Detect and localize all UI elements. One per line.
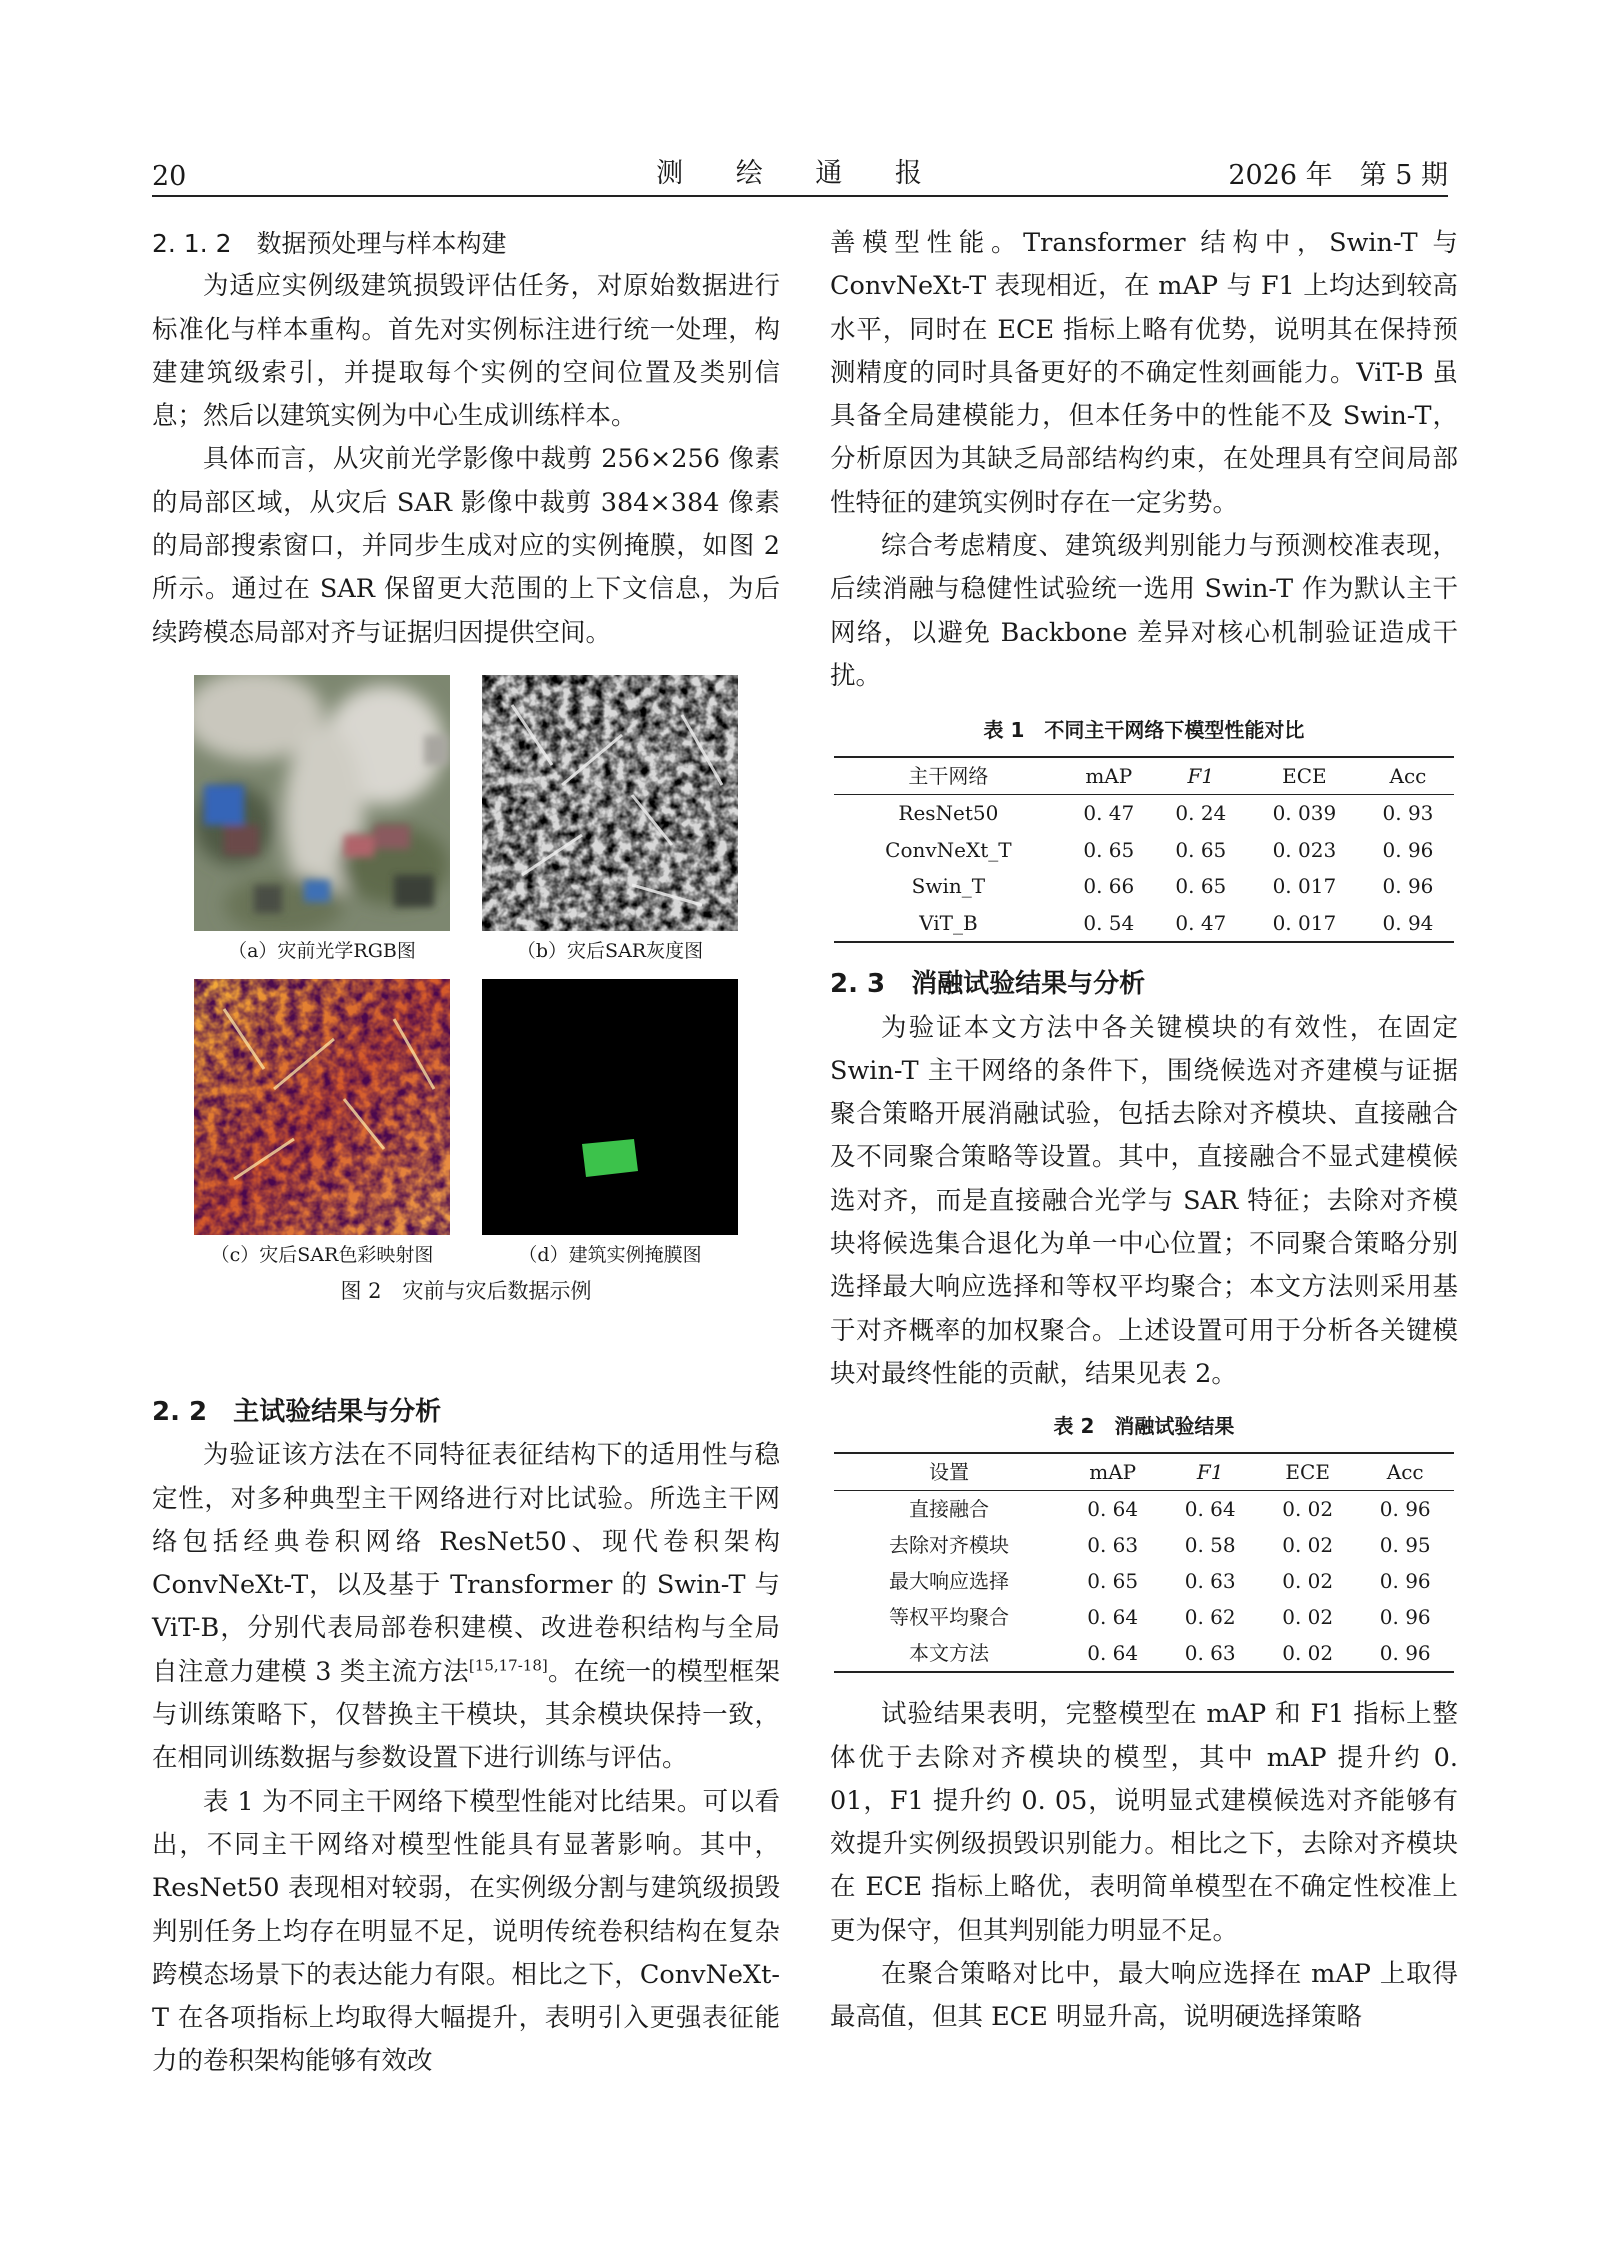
panel-a-caption: （a）灾前光学RGB图	[228, 939, 416, 962]
table-cell: 0. 017	[1272, 910, 1337, 935]
table-cell: 去除对齐模块	[888, 1533, 1009, 1558]
column-header: F1	[1187, 764, 1215, 789]
table-cell: 0. 96	[1382, 874, 1434, 899]
table-cell: 0. 96	[1379, 1641, 1431, 1666]
table-cell: 0. 65	[1175, 837, 1227, 862]
figure-caption: 图 2 灾前与灾后数据示例	[340, 1278, 592, 1303]
table-cell: 0. 64	[1087, 1641, 1139, 1666]
table-row	[834, 1599, 1454, 1635]
panel-c-caption: （c）灾后SAR色彩映射图	[210, 1243, 434, 1266]
table-1-caption: 表 1 不同主干网络下模型性能对比	[983, 718, 1305, 743]
table-cell: 0. 96	[1379, 1605, 1431, 1630]
table-cell: 0. 54	[1083, 910, 1135, 935]
citation: [15,17-18]	[468, 1656, 548, 1675]
table-cell: ResNet50	[898, 801, 999, 826]
figure-2	[152, 665, 780, 1385]
table-cell: 0. 023	[1272, 837, 1337, 862]
sar-gray-image	[482, 675, 738, 931]
table-cell: 0. 02	[1282, 1497, 1334, 1522]
table-row	[834, 1635, 1454, 1672]
table-row	[834, 905, 1454, 943]
table-cell: 0. 65	[1083, 837, 1135, 862]
paragraph: 综合考虑精度、建筑级判别能力与预测校准表现，后续消融与稳健性试验统一选用 Swin-T 作为默认主干网络，以避免 Backbone 差异对核心机制验证造成干扰。	[830, 531, 1458, 691]
table-2	[834, 1452, 1454, 1673]
column-header: F1	[1196, 1460, 1224, 1485]
column-header: 主干网络	[908, 764, 989, 789]
section-2-1-2-title: 2. 1. 2 数据预处理与样本构建	[152, 229, 507, 258]
table-2-caption: 表 2 消融试验结果	[1053, 1414, 1235, 1439]
column-header: ECE	[1285, 1460, 1330, 1485]
header-rule	[152, 195, 1448, 197]
table-cell: 最大响应选择	[888, 1569, 1009, 1594]
column-header: mAP	[1085, 764, 1133, 789]
table-cell: ViT_B	[919, 910, 978, 935]
table-cell: 0. 63	[1184, 1569, 1236, 1594]
table-header-row	[834, 757, 1454, 795]
sar-colormap-image	[194, 979, 450, 1235]
paragraph: 在聚合策略对比中，最大响应选择在 mAP 上取得最高值，但其 ECE 明显升高，说明硬选择策略	[830, 1959, 1458, 2033]
page-number: 20	[152, 161, 187, 192]
table-cell: 0. 96	[1382, 837, 1434, 862]
table-cell: 0. 65	[1087, 1569, 1139, 1594]
table-header-row	[834, 1453, 1454, 1491]
table-cell: 0. 039	[1272, 801, 1337, 826]
paragraph: 具体而言，从灾前光学影像中裁剪 256×256 像素的局部区域，从灾后 SAR 影像中裁剪 384×384 像素的局部搜索窗口，并同步生成对应的实例掩膜，如图 2 所示。通过在 SAR 保留更大范围的上下文信息，为后续跨模态局部对齐与证据归因提供空间。	[152, 444, 780, 648]
table-row	[834, 1563, 1454, 1599]
column-header: 设置	[928, 1460, 969, 1485]
table-row	[834, 1527, 1454, 1563]
table-cell: Swin_T	[911, 874, 986, 899]
table-cell: 0. 24	[1175, 801, 1227, 826]
table-cell: 0. 017	[1272, 874, 1337, 899]
table-cell: 0. 64	[1184, 1497, 1236, 1522]
right-column	[830, 222, 1458, 2040]
table-cell: 0. 64	[1087, 1605, 1139, 1630]
table-row	[834, 1491, 1454, 1528]
paragraph: 表 1 为不同主干网络下模型性能对比结果。可以看出，不同主干网络对模型性能具有显著影响。其中，ResNet50 表现相对较弱，在实例级分割与建筑级损毁判别任务上均存在明显不足，说明传统卷积结构在复杂跨模态场景下的表达能力有限。相比之下，ConvNeXt-T 在各项指标上均取得大幅提升，表明引入更强表征能力的卷积架构能够有效改	[152, 1786, 780, 2077]
instance-mask-image	[482, 979, 738, 1235]
table-row	[834, 832, 1454, 869]
table-cell: 本文方法	[908, 1641, 989, 1666]
building-mask-polygon	[582, 1139, 638, 1177]
paragraph-text: 。在统一的模型框架与训练策略下，仅替换主干模块，其余模块保持一致，在相同训练数据与参数设置下进行训练与评估。	[152, 1656, 780, 1774]
table-cell: 0. 47	[1083, 801, 1135, 826]
table-cell: 0. 96	[1379, 1569, 1431, 1594]
panel-b-caption: （b）灾后SAR灰度图	[516, 939, 704, 962]
column-header: Acc	[1386, 1460, 1424, 1485]
section-2-3-title: 2. 3 消融试验结果与分析	[830, 969, 1146, 1000]
table-cell: 0. 66	[1083, 874, 1135, 899]
table-cell: 直接融合	[908, 1497, 989, 1522]
paragraph-text: 为验证该方法在不同特征表征结构下的适用性与稳定性，对多种典型主干网络进行对比试验。所选主干网络包括经典卷积网络 ResNet50、现代卷积架构 ConvNeXt-T，以及基于 Transformer 的 Swin-T 与 ViT-B，分别代表局部卷积建模、改进卷积结构与全局自注意力建模 3 类主流方法	[152, 1440, 780, 1687]
table-cell: ConvNeXt_T	[885, 837, 1012, 862]
column-header: Acc	[1389, 764, 1427, 789]
table-cell: 0. 02	[1282, 1569, 1334, 1594]
table-cell: 0. 93	[1382, 801, 1434, 826]
panel-d-caption: （d）建筑实例掩膜图	[518, 1243, 702, 1266]
table-1	[834, 756, 1454, 943]
optical-rgb-image	[194, 675, 450, 931]
paragraph: 善模型性能。Transformer 结构中，Swin-T 与 ConvNeXt-T 表现相近，在 mAP 与 F1 上均达到较高水平，同时在 ECE 指标上略有优势，说明其在保持预测精度的同时具备更好的不确定性刻画能力。ViT-B 虽具备全局建模能力，但本任务中的性能不及 Swin-T，分析原因为其缺乏局部结构约束，在处理具有空间局部性特征的建筑实例时存在一定劣势。	[830, 228, 1458, 518]
paragraph	[152, 1434, 780, 1780]
paragraph: 为验证本文方法中各关键模块的有效性，在固定 Swin-T 主干网络的条件下，围绕候选对齐建模与证据聚合策略开展消融试验，包括去除对齐模块、直接融合及不同聚合策略等设置。其中，直接融合不显式建模候选对齐，而是直接融合光学与 SAR 特征；去除对齐模块将候选集合退化为单一中心位置；不同聚合策略分别选择最大响应选择和等权平均聚合；本文方法则采用基于对齐概率的加权聚合。上述设置可用于分析各关键模块对最终性能的贡献，结果见表 2。	[830, 1012, 1458, 1389]
table-cell: 0. 02	[1282, 1533, 1334, 1558]
table-row	[834, 868, 1454, 905]
paragraph: 为适应实例级建筑损毁评估任务，对原始数据进行标准化与样本重构。首先对实例标注进行统一处理，构建建筑级索引，并提取每个实例的空间位置及类别信息；然后以建筑实例为中心生成训练样本。	[152, 271, 780, 432]
table-cell: 0. 47	[1175, 910, 1227, 935]
table-cell: 0. 96	[1379, 1497, 1431, 1522]
table-cell: 0. 63	[1184, 1641, 1236, 1666]
table-cell: 0. 64	[1087, 1497, 1139, 1522]
table-cell: 0. 02	[1282, 1641, 1334, 1666]
table-cell: 0. 02	[1282, 1605, 1334, 1630]
paragraph: 试验结果表明，完整模型在 mAP 和 F1 指标上整体优于去除对齐模块的模型，其中 mAP 提升约 0. 01，F1 提升约 0. 05，说明显式建模候选对齐能够有效提升实例级损毁识别能力。相比之下，去除对齐模块在 ECE 指标上略优，表明简单模型在不确定性校准上更为保守，但其判别能力明显不足。	[830, 1699, 1458, 1946]
table-row	[834, 795, 1454, 832]
table-cell: 0. 58	[1184, 1533, 1236, 1558]
table-cell: 等权平均聚合	[888, 1605, 1009, 1630]
table-cell: 0. 94	[1382, 910, 1434, 935]
running-header	[152, 148, 1448, 192]
table-cell: 0. 65	[1175, 874, 1227, 899]
table-cell: 0. 62	[1184, 1605, 1236, 1630]
issue-label: 2026 年 第 5 期	[1228, 160, 1448, 191]
left-column	[152, 222, 780, 2084]
table-cell: 0. 63	[1087, 1533, 1139, 1558]
column-header: ECE	[1282, 764, 1327, 789]
section-2-2-title: 2. 2 主试验结果与分析	[152, 1396, 442, 1427]
column-header: mAP	[1089, 1460, 1137, 1485]
table-cell: 0. 95	[1379, 1533, 1431, 1558]
journal-title: 测 绘 通 报	[656, 158, 944, 189]
